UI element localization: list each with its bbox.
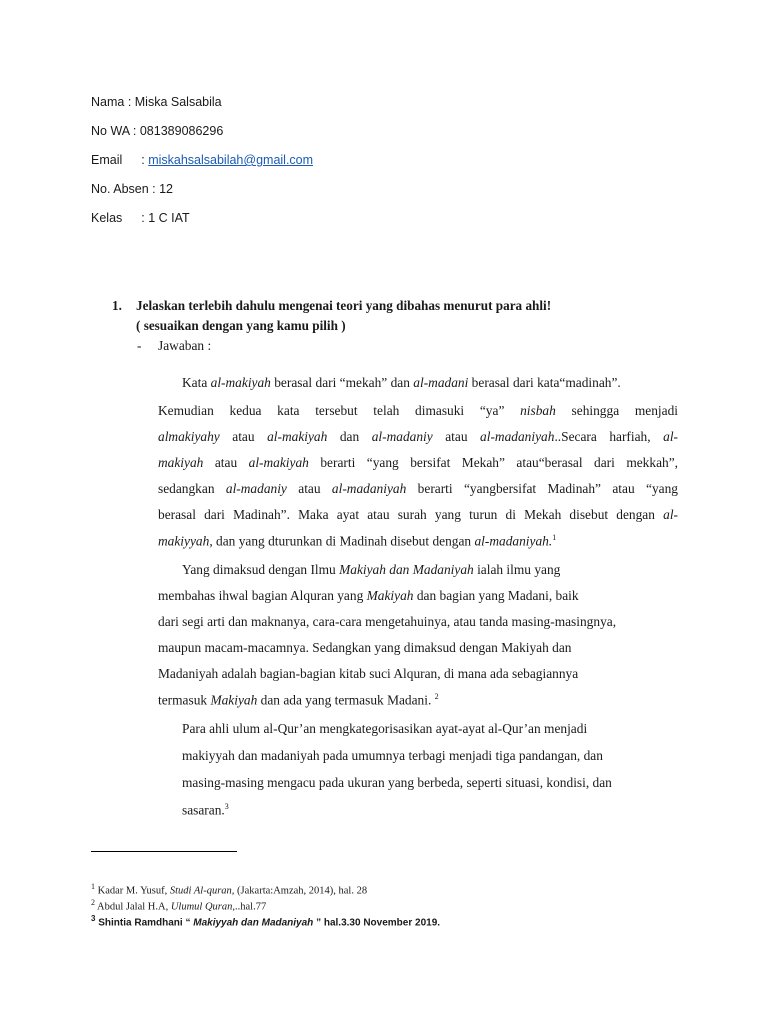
para2-line-3: dari segi arti dan maknanya, cara-cara mengetahuinya, atau tanda masing-masingnya,	[158, 614, 617, 629]
para3-line-4: sasaran.$^3$	[182, 802, 229, 818]
kelas-label: Kelas	[91, 211, 123, 225]
kelas-value: : 1 C IAT	[141, 211, 190, 225]
answer-label: Jawaban :	[158, 338, 212, 353]
footnote-ref-3[interactable]: 3	[224, 802, 229, 811]
para3-line-1: Para ahli ulum al-Qur’an mengkategorisasikan ayat-ayat al-Qur’an menjadi	[182, 721, 588, 736]
para1-line-1: Kata al-makiyah berasal dari “mekah” dan al-madani berasal dari kata“madinah”.	[182, 375, 621, 390]
para3-line-3: masing-masing mengacu pada ukuran yang berbeda, seperti situasi, kondisi, dan	[182, 775, 612, 790]
phone-line: No WA : 081389086296	[91, 124, 224, 138]
para2-line-4: maupun macam-macamnya. Sedangkan yang dimaksud dengan Makiyah dan	[158, 640, 572, 655]
email-link[interactable]: miskahsalsabilah@gmail.com	[148, 153, 314, 167]
kelas-line	[91, 211, 190, 225]
footnote-3: $^3$ Shintia Ramdhani “ Makiyyah dan Madaniyah ” hal.3.30 November 2019.	[91, 914, 441, 929]
para2-line-1: Yang dimaksud dengan Ilmu Makiyah dan Madaniyah ialah ilmu yang	[182, 562, 561, 577]
question-line-1: Jelaskan terlebih dahulu mengenai teori yang dibahas menurut para ahli!	[136, 298, 552, 313]
para2-line-5: Madaniyah adalah bagian-bagian kitab suci Alquran, di mana ada sebagiannya	[158, 666, 579, 681]
para2-line-2: membahas ihwal bagian Alquran yang Makiyah dan bagian yang Madani, baik	[158, 588, 579, 603]
footnote-divider	[91, 851, 237, 852]
para1-line-4: makiyah atau al-makiyah berarti “yang bersifat Mekah” atau“berasal dari mekkah”,	[158, 455, 679, 470]
email-colon: :	[141, 153, 145, 167]
question-line-2: ( sesuaikan dengan yang kamu pilih )	[136, 318, 346, 333]
question-number: 1.	[112, 298, 122, 313]
para1-line-5: sedangkan al-madaniy atau al-madaniyah berarti “yangbersifat Madinah” atau “yang	[158, 481, 679, 496]
answer-bullet: -	[137, 338, 142, 353]
footnote-ref-1[interactable]: 1	[552, 533, 557, 542]
para1-line-7: makiyyah, dan yang dturunkan di Madinah disebut dengan al-madaniyah.$^1$	[158, 533, 557, 549]
para1-line-6: berasal dari Madinah”. Maka ayat atau surah yang turun di Mekah disebut dengan al-	[158, 507, 678, 522]
footnote-2: $^2$ Abdul Jalal H.A, Ulumul Quran,..hal.77	[91, 898, 267, 913]
para1-line-3: almakiyahy atau al-makiyah dan al-madaniy atau al-madaniyah..Secara harfiah, al-	[158, 429, 678, 444]
para1-line-2: Kemudian kedua kata tersebut telah dimasuki “ya” nisbah sehingga menjadi	[158, 403, 678, 418]
name-line: Nama : Miska Salsabila	[91, 95, 222, 109]
absen-line: No. Absen : 12	[91, 182, 174, 196]
email-label: Email	[91, 153, 123, 167]
footnote-ref-2[interactable]: 2	[434, 692, 439, 701]
para3-line-2: makiyyah dan madaniyah pada umumnya terbagi menjadi tiga pandangan, dan	[182, 748, 603, 763]
para2-line-6: termasuk Makiyah dan ada yang termasuk Madani. $^2$	[158, 692, 439, 708]
footnote-1: $^1$ Kadar M. Yusuf, Studi Al-quran, (Jakarta:Amzah, 2014), hal. 28	[91, 882, 368, 897]
email-line	[91, 153, 313, 167]
